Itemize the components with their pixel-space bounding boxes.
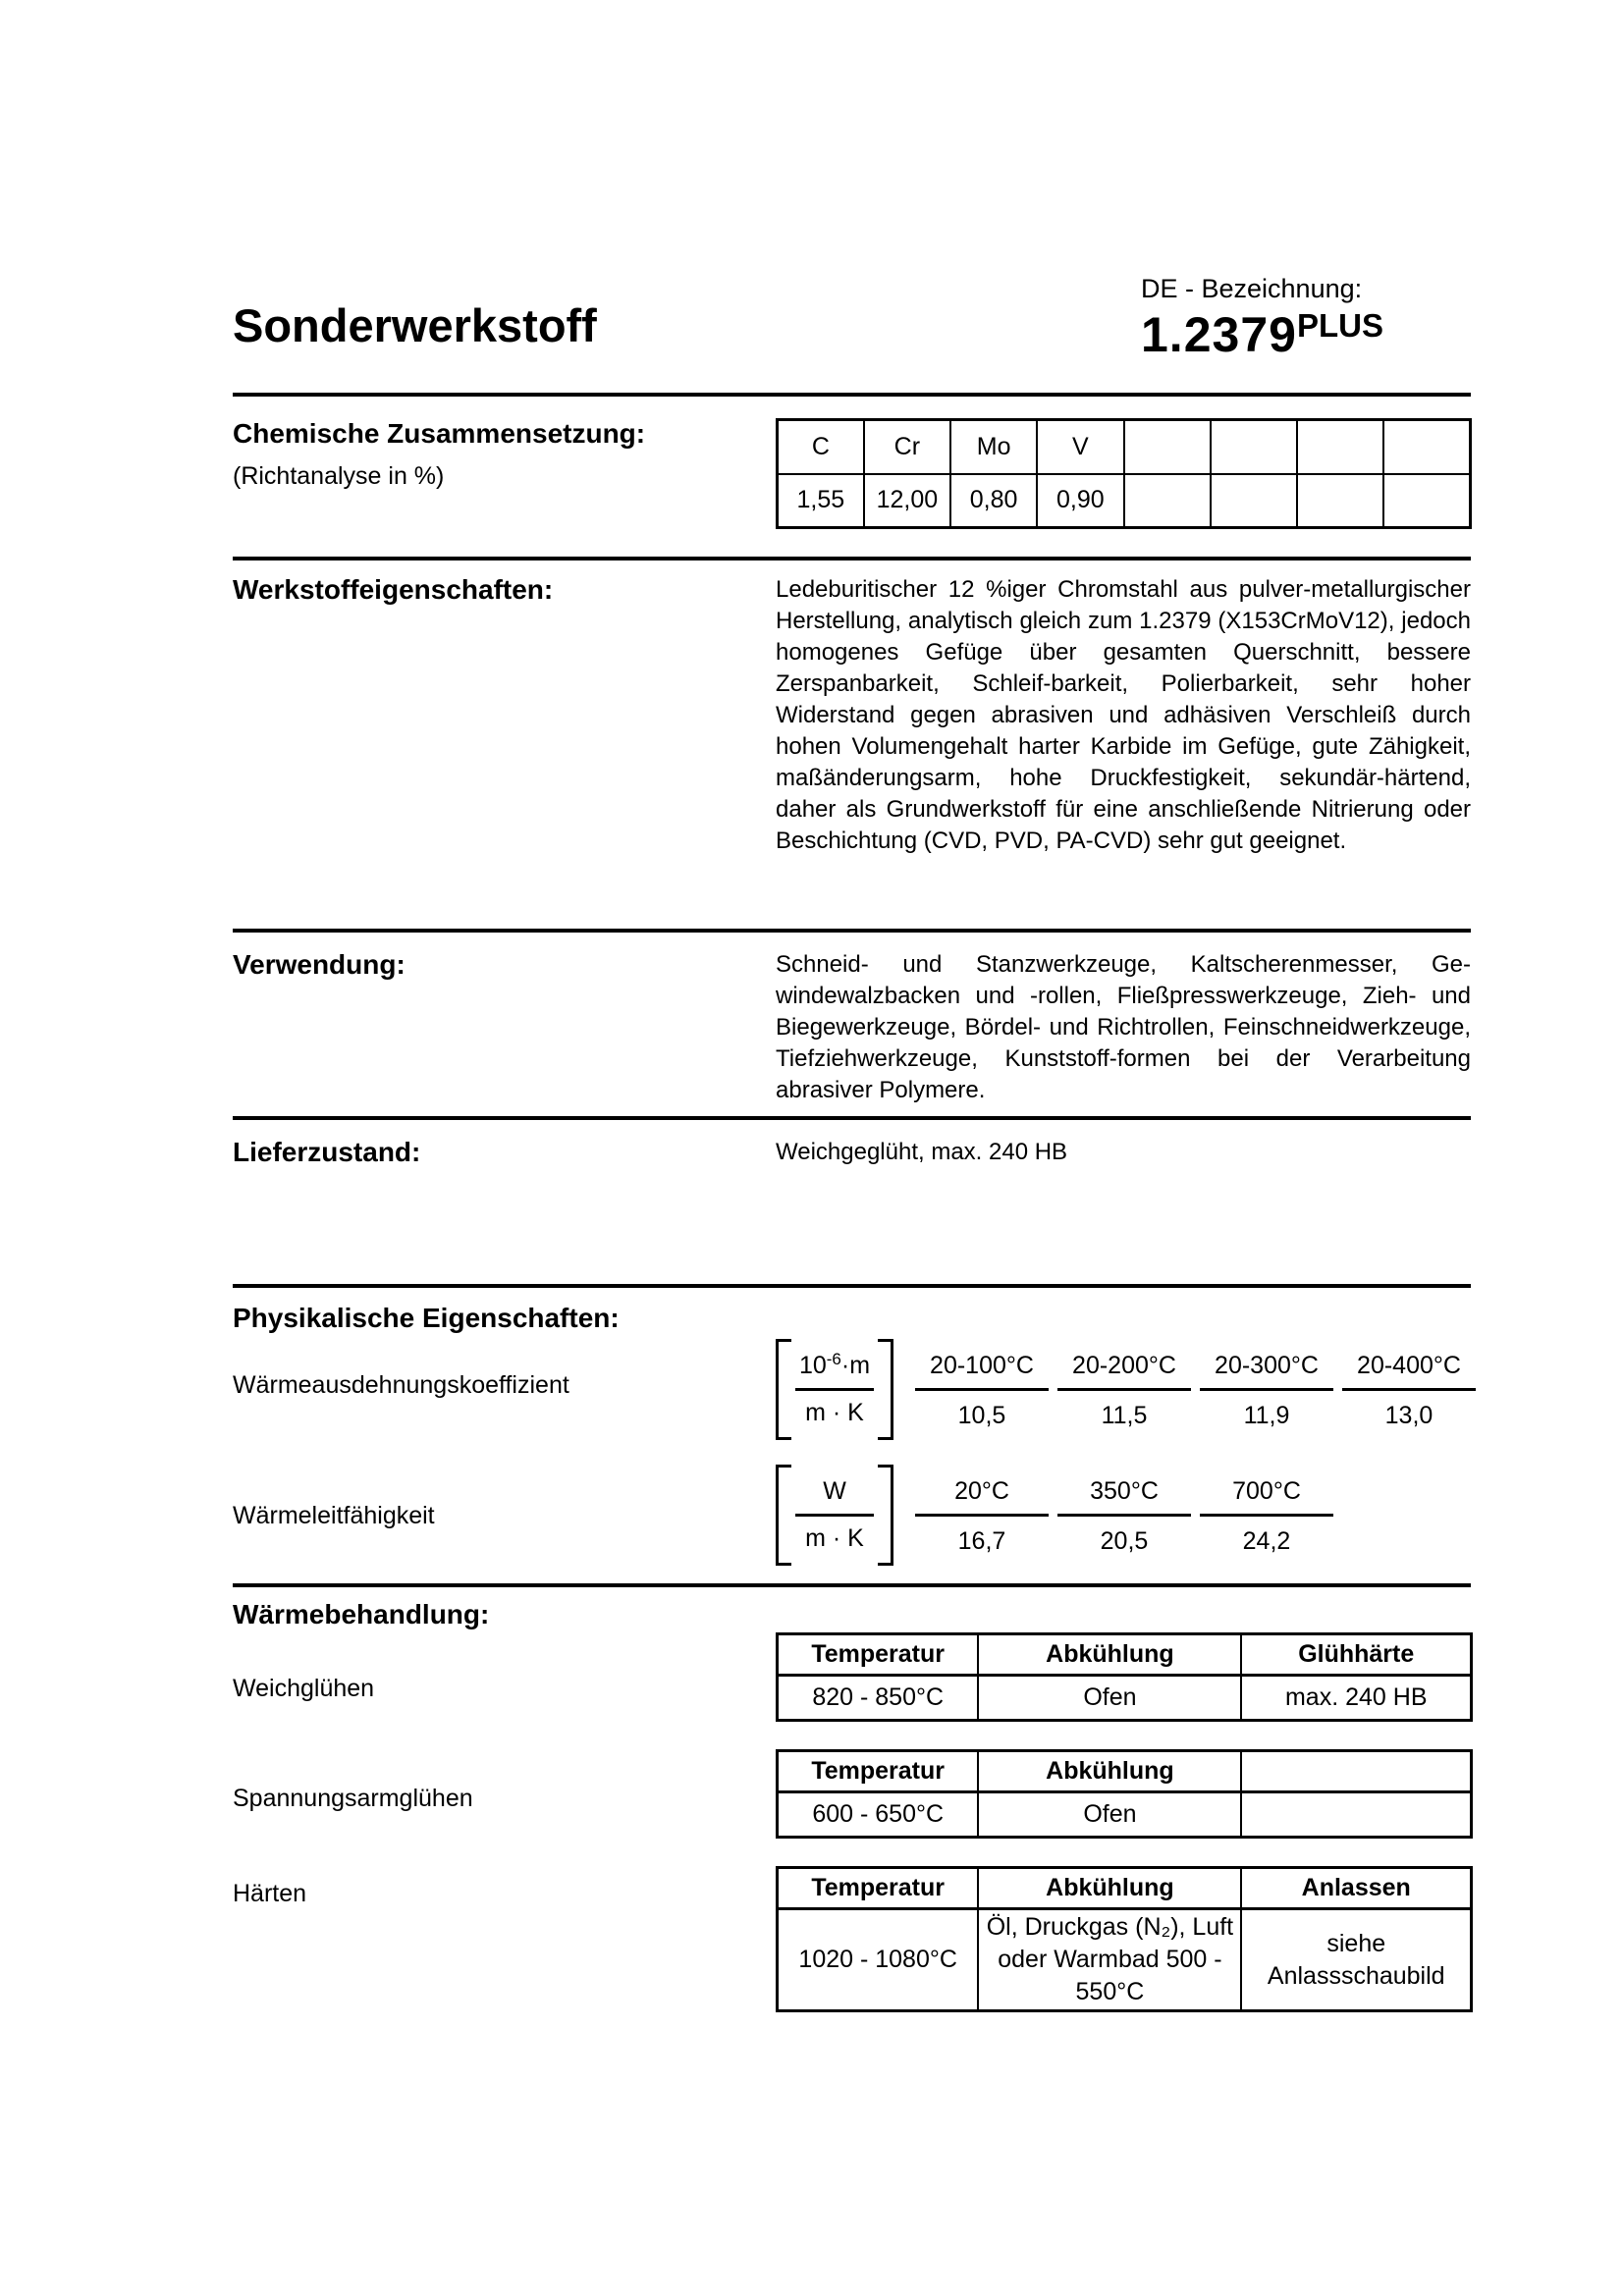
table-cell: Ofen bbox=[978, 1792, 1241, 1838]
material-properties-text: Ledeburitischer 12 %iger Chromstahl aus pulver-metallurgischer Herstellung, analytisch gleich zum 1.2379 (X153CrMoV12), jedoch homogenes Gefüge über gesamten Querschnitt, bessere Zerspanbarkeit, Schleif-barkeit, Polierbarkeit, sehr hoher Widerstand gegen abrasiven und adhäsiven Verschleiß durch hohen Volumengehalt harter Karbide im Gefüge, gute Zähigkeit, maßänderungsarm, hohe Druckfestigkeit, sekundär-härtend, daher als Grundwerkstoff für eine anschließende Nitrierung oder Beschichtung (CVD, PVD, PA-CVD) sehr gut geeignet. bbox=[776, 576, 1471, 854]
soft-annealing-table bbox=[776, 1632, 1473, 1722]
expansion-columns bbox=[915, 1339, 1476, 1430]
temp-label: 20-200°C bbox=[1057, 1352, 1191, 1391]
thermal-expansion-label: Wärmeausdehnungskoeffizient bbox=[233, 1371, 569, 1399]
temp-value: 13,0 bbox=[1384, 1402, 1434, 1429]
chem-value-cell bbox=[1297, 474, 1383, 528]
soft-annealing-label: Weichglühen bbox=[233, 1675, 375, 1702]
usage-heading: Verwendung: bbox=[233, 949, 406, 980]
chem-header-cell: Mo bbox=[950, 420, 1037, 474]
chem-value-cell bbox=[1211, 474, 1297, 528]
chem-value-cell: 0,90 bbox=[1037, 474, 1123, 528]
chemical-section bbox=[233, 418, 1471, 529]
table-cell: Ofen bbox=[978, 1676, 1241, 1721]
temp-column bbox=[1200, 1352, 1333, 1430]
temp-column bbox=[915, 1477, 1049, 1556]
column-header: Temperatur bbox=[778, 1868, 979, 1909]
usage-section bbox=[233, 949, 1471, 1106]
usage-label-column bbox=[233, 949, 776, 1106]
thermal-conductivity-row bbox=[233, 1465, 1471, 1566]
column-header: Abkühlung bbox=[978, 1751, 1241, 1792]
table-cell: 1020 - 1080°C bbox=[778, 1909, 979, 2011]
section-divider bbox=[233, 557, 1471, 561]
designation-label: DE - Bezeichnung: bbox=[1141, 274, 1363, 303]
unit-base: 10 bbox=[798, 1352, 827, 1379]
section-divider bbox=[233, 393, 1471, 397]
unit-base: W bbox=[823, 1477, 846, 1505]
temp-column bbox=[1057, 1477, 1191, 1556]
usage-text: Schneid- und Stanzwerkzeuge, Kaltscherenmesser, Ge-windewalzbacken und -rollen, Fließpresswerkzeuge, Zieh- und Biegewerkzeuge, Bördel- und Richtrollen, Feinschneidwerkzeuge, Tiefziehwerkzeuge, Kunststoff-formen bei der Verarbeitung abrasiver Polymere. bbox=[776, 951, 1471, 1103]
unit-exponent: -6 bbox=[826, 1350, 841, 1368]
column-header: Abkühlung bbox=[978, 1634, 1241, 1676]
temp-column bbox=[915, 1352, 1049, 1430]
material-properties-label-column bbox=[233, 574, 776, 920]
section-divider bbox=[233, 929, 1471, 933]
column-header bbox=[1241, 1751, 1471, 1792]
unit-numerator bbox=[795, 1348, 874, 1391]
table-header-row bbox=[778, 1751, 1472, 1792]
conductivity-columns bbox=[915, 1465, 1333, 1556]
chem-value-cell bbox=[1383, 474, 1470, 528]
stress-relief-row bbox=[233, 1749, 1471, 1839]
delivery-text: Weichgeglüht, max. 240 HB bbox=[776, 1139, 1068, 1165]
delivery-heading: Lieferzustand: bbox=[233, 1137, 421, 1167]
page-title: Sonderwerkstoff bbox=[233, 299, 597, 351]
temp-value: 20,5 bbox=[1100, 1527, 1149, 1555]
temp-column bbox=[1342, 1352, 1476, 1430]
chem-value-cell: 12,00 bbox=[864, 474, 950, 528]
hardening-table bbox=[776, 1866, 1473, 2012]
chem-header-cell bbox=[1383, 420, 1470, 474]
unit-rest: ·m bbox=[840, 1352, 871, 1379]
table-cell: 820 - 850°C bbox=[778, 1676, 979, 1721]
stress-relief-label: Spannungsarmglühen bbox=[233, 1785, 473, 1812]
temp-value: 24,2 bbox=[1242, 1527, 1291, 1555]
temp-column bbox=[1057, 1352, 1191, 1430]
chem-header-cell bbox=[1211, 420, 1297, 474]
unit-denominator: m · K bbox=[805, 1399, 864, 1426]
section-divider bbox=[233, 1583, 1471, 1587]
chem-value-cell bbox=[1124, 474, 1211, 528]
chem-header-cell: V bbox=[1037, 420, 1123, 474]
column-header: Glühhärte bbox=[1241, 1634, 1471, 1676]
stress-relief-table bbox=[776, 1749, 1473, 1839]
designation-suffix: PLUS bbox=[1296, 306, 1383, 344]
table-row bbox=[778, 1792, 1472, 1838]
temp-column bbox=[1200, 1477, 1333, 1556]
temp-value: 16,7 bbox=[957, 1527, 1006, 1555]
table-row bbox=[778, 1676, 1472, 1721]
header bbox=[233, 0, 1471, 393]
section-divider bbox=[233, 1284, 1471, 1288]
soft-annealing-row bbox=[233, 1632, 1471, 1722]
temp-value: 10,5 bbox=[957, 1402, 1006, 1429]
material-properties-heading: Werkstoffeigenschaften: bbox=[233, 574, 554, 605]
material-properties-section bbox=[233, 574, 1471, 920]
chem-header-cell: C bbox=[778, 420, 864, 474]
chemical-label-column bbox=[233, 418, 776, 529]
thermal-expansion-table bbox=[776, 1339, 1476, 1440]
chem-value-cell: 0,80 bbox=[950, 474, 1037, 528]
physical-heading: Physikalische Eigenschaften: bbox=[233, 1303, 620, 1333]
unit-bracket bbox=[776, 1339, 893, 1440]
table-cell bbox=[1241, 1792, 1471, 1838]
thermal-conductivity-label: Wärmeleitfähigkeit bbox=[233, 1502, 435, 1529]
column-header: Anlassen bbox=[1241, 1868, 1471, 1909]
delivery-label-column bbox=[233, 1137, 776, 1168]
table-cell: max. 240 HB bbox=[1241, 1676, 1471, 1721]
table-header-row bbox=[778, 1634, 1472, 1676]
chemical-heading: Chemische Zusammensetzung: bbox=[233, 418, 646, 449]
table-cell: Öl, Druckgas (N₂), Luft oder Warmbad 500 - 550°C bbox=[978, 1909, 1241, 2011]
page-content bbox=[233, 0, 1471, 2012]
hardening-label: Härten bbox=[233, 1880, 307, 1907]
table-header-row bbox=[778, 1868, 1472, 1909]
designation-value bbox=[1141, 306, 1383, 362]
temp-label: 20-100°C bbox=[915, 1352, 1049, 1391]
chem-header-cell: Cr bbox=[864, 420, 950, 474]
chem-value-cell: 1,55 bbox=[778, 474, 864, 528]
designation-block bbox=[1141, 274, 1383, 362]
table-row bbox=[778, 1909, 1472, 2011]
unit-denominator: m · K bbox=[805, 1524, 864, 1552]
column-header: Temperatur bbox=[778, 1751, 979, 1792]
heat-treatment-heading: Wärmebehandlung: bbox=[233, 1599, 490, 1629]
chemical-subheading: (Richtanalyse in %) bbox=[233, 462, 445, 491]
temp-label: 700°C bbox=[1200, 1477, 1333, 1517]
table-cell: siehe Anlassschaubild bbox=[1241, 1909, 1471, 2011]
chemical-body bbox=[776, 418, 1472, 529]
temp-value: 11,5 bbox=[1101, 1402, 1148, 1429]
chemical-header-row bbox=[778, 420, 1471, 474]
column-header: Abkühlung bbox=[978, 1868, 1241, 1909]
temp-label: 20-300°C bbox=[1200, 1352, 1333, 1391]
chem-header-cell bbox=[1124, 420, 1211, 474]
hardening-row bbox=[233, 1866, 1471, 2012]
temp-label: 20°C bbox=[915, 1477, 1049, 1517]
chem-header-cell bbox=[1297, 420, 1383, 474]
designation-number: 1.2379 bbox=[1141, 306, 1297, 362]
temp-value: 11,9 bbox=[1243, 1402, 1290, 1429]
unit-bracket bbox=[776, 1465, 893, 1566]
chemical-value-row bbox=[778, 474, 1471, 528]
column-header: Temperatur bbox=[778, 1634, 979, 1676]
thermal-expansion-row bbox=[233, 1339, 1471, 1440]
temp-label: 350°C bbox=[1057, 1477, 1191, 1517]
section-divider bbox=[233, 1116, 1471, 1120]
table-cell: 600 - 650°C bbox=[778, 1792, 979, 1838]
unit-numerator bbox=[795, 1473, 874, 1517]
temp-label: 20-400°C bbox=[1342, 1352, 1476, 1391]
thermal-conductivity-table bbox=[776, 1465, 1333, 1566]
chemical-table bbox=[776, 418, 1472, 529]
delivery-section bbox=[233, 1137, 1471, 1168]
